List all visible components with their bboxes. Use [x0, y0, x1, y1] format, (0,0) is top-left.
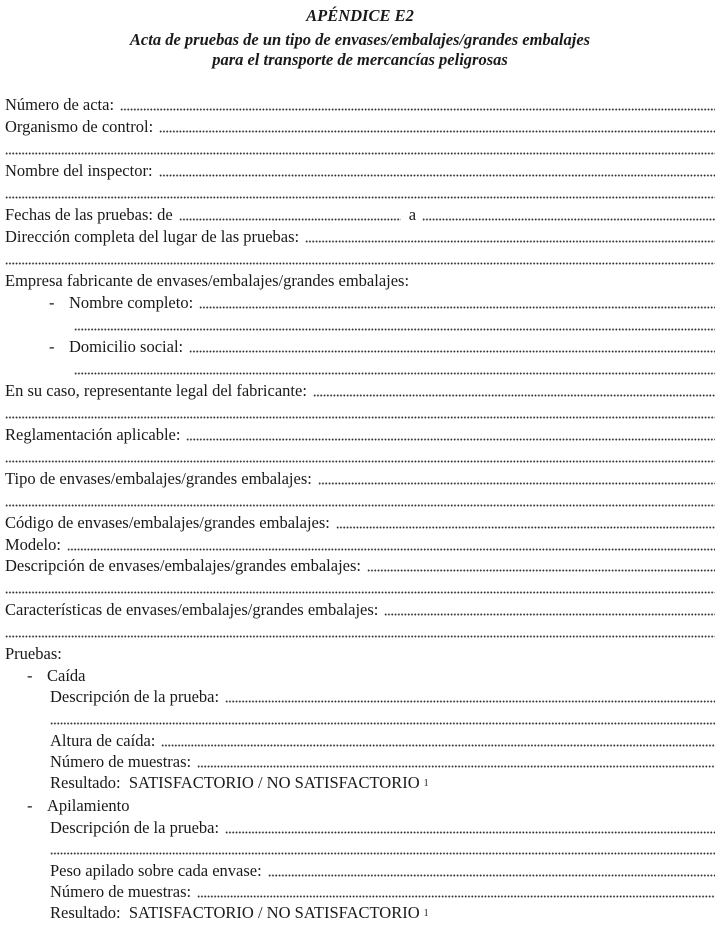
caida-descripcion-row	[50, 686, 715, 708]
reglamentacion-continuation-row	[5, 446, 715, 468]
codigo-field[interactable]	[336, 525, 715, 529]
apilamiento-muestras-label: Número de muestras:	[50, 882, 192, 901]
domicilio-row	[49, 336, 715, 358]
caracteristicas-label: Características de envases/embalajes/grandes embalajes:	[5, 600, 379, 619]
dash-marker: -	[27, 796, 33, 815]
descripcion-row	[5, 555, 715, 577]
numero-acta-label: Número de acta:	[5, 95, 115, 114]
apilamiento-muestras-row	[50, 881, 715, 903]
numero-acta-field[interactable]	[120, 107, 715, 111]
codigo-label: Código de envases/embalajes/grandes embalajes:	[5, 513, 330, 532]
apilamiento-peso-row	[50, 860, 715, 882]
fecha-hasta-field[interactable]	[422, 217, 715, 221]
caida-descripcion-field[interactable]	[225, 699, 715, 703]
caracteristicas-row	[5, 599, 715, 621]
reglamentacion-field[interactable]	[186, 437, 715, 441]
nombre-completo-continuation-row	[74, 314, 715, 336]
caida-altura-label: Altura de caída:	[50, 731, 156, 750]
inspector-label: Nombre del inspector:	[5, 161, 153, 180]
direccion-continuation-row	[5, 248, 715, 270]
modelo-field[interactable]	[67, 547, 715, 551]
codigo-row	[5, 512, 715, 534]
apilamiento-descripcion-row	[50, 817, 715, 839]
tipo-field-line-2[interactable]	[5, 503, 715, 507]
domicilio-field-line-2[interactable]	[74, 371, 715, 375]
direccion-field-line-2[interactable]	[5, 261, 715, 265]
descripcion-label: Descripción de envases/embalajes/grandes embalajes:	[5, 556, 361, 575]
inspector-continuation-row	[5, 182, 715, 204]
direccion-field[interactable]	[305, 239, 715, 243]
dash-marker: -	[49, 293, 55, 312]
apilamiento-row	[27, 795, 715, 817]
inspector-field-line-2[interactable]	[5, 195, 715, 199]
dash-marker: -	[27, 666, 33, 685]
representante-row	[5, 380, 715, 402]
fechas-label: Fechas de las pruebas: de	[5, 205, 173, 224]
representante-continuation-row	[5, 402, 715, 424]
apilamiento-title: Apilamiento	[47, 796, 130, 815]
direccion-row	[5, 226, 715, 248]
apilamiento-descripcion-field-line-2[interactable]	[50, 851, 715, 855]
nombre-completo-row	[49, 292, 715, 314]
caida-muestras-row	[50, 751, 715, 773]
caida-descripcion-field-line-2[interactable]	[50, 721, 715, 725]
pruebas-row	[5, 643, 715, 665]
organismo-field[interactable]	[159, 129, 715, 133]
numero-acta-row	[5, 94, 715, 116]
organismo-continuation-row	[5, 138, 715, 160]
caida-muestras-field[interactable]	[197, 764, 715, 768]
inspector-row	[5, 160, 715, 182]
document-subtitle-line-2: para el transporte de mercancías peligrosas	[212, 50, 508, 69]
apilamiento-peso-field[interactable]	[268, 873, 715, 877]
reglamentacion-row	[5, 424, 715, 446]
apilamiento-resultado-label[interactable]: Resultado: SATISFACTORIO / NO SATISFACTORIO	[50, 903, 420, 922]
appendix-title: APÉNDICE E2	[306, 6, 414, 25]
nombre-completo-field[interactable]	[199, 305, 715, 309]
organismo-row	[5, 116, 715, 138]
apilamiento-peso-label: Peso apilado sobre cada envase:	[50, 861, 262, 880]
document-subtitle-line-1: Acta de pruebas de un tipo de envases/embalajes/grandes embalajes	[129, 30, 591, 49]
dash-marker: -	[49, 337, 55, 356]
apilamiento-descripcion-continuation-row	[50, 838, 715, 860]
caracteristicas-field-line-2[interactable]	[5, 634, 715, 638]
representante-field[interactable]	[313, 393, 715, 397]
caida-title: Caída	[47, 666, 86, 685]
descripcion-field-line-2[interactable]	[5, 590, 715, 594]
caida-row	[27, 665, 715, 687]
caida-altura-field[interactable]	[161, 743, 715, 747]
apilamiento-descripcion-field[interactable]	[225, 830, 715, 834]
nombre-completo-label: Nombre completo:	[69, 293, 194, 312]
pruebas-label: Pruebas:	[5, 644, 62, 663]
modelo-label: Modelo:	[5, 535, 61, 554]
representante-label: En su caso, representante legal del fabricante:	[5, 381, 307, 400]
caida-resultado-row: Resultado: SATISFACTORIO / NO SATISFACTORIO $^1$	[50, 773, 429, 792]
apilamiento-resultado-row: Resultado: SATISFACTORIO / NO SATISFACTORIO $^1$	[50, 903, 429, 922]
tipo-row	[5, 468, 715, 490]
reglamentacion-label: Reglamentación aplicable:	[5, 425, 181, 444]
direccion-label: Dirección completa del lugar de las pruebas:	[5, 227, 300, 246]
nombre-completo-field-line-2[interactable]	[74, 327, 715, 331]
domicilio-label: Domicilio social:	[69, 337, 184, 356]
organismo-field-line-2[interactable]	[5, 151, 715, 155]
apilamiento-descripcion-label: Descripción de la prueba:	[50, 818, 220, 837]
domicilio-field[interactable]	[189, 349, 715, 353]
caida-altura-row	[50, 730, 715, 752]
apilamiento-muestras-field[interactable]	[197, 894, 715, 898]
empresa-row	[5, 270, 715, 292]
caida-descripcion-continuation-row	[50, 708, 715, 730]
domicilio-continuation-row	[74, 358, 715, 380]
caracteristicas-continuation-row	[5, 621, 715, 643]
descripcion-continuation-row	[5, 577, 715, 599]
caracteristicas-field[interactable]	[384, 612, 715, 616]
fechas-row	[5, 204, 715, 226]
tipo-continuation-row	[5, 490, 715, 512]
caida-descripcion-label: Descripción de la prueba:	[50, 687, 220, 706]
tipo-field[interactable]	[318, 481, 715, 485]
inspector-field[interactable]	[159, 173, 715, 177]
caida-resultado-label[interactable]: Resultado: SATISFACTORIO / NO SATISFACTORIO	[50, 773, 420, 792]
descripcion-field[interactable]	[367, 568, 715, 572]
modelo-row	[5, 534, 715, 556]
fechas-separator: a	[408, 205, 417, 224]
reglamentacion-field-line-2[interactable]	[5, 459, 715, 463]
tipo-label: Tipo de envases/embalajes/grandes embalajes:	[5, 469, 312, 488]
fecha-desde-field[interactable]	[179, 217, 401, 221]
organismo-label: Organismo de control:	[5, 117, 154, 136]
caida-muestras-label: Número de muestras:	[50, 752, 192, 771]
representante-field-line-2[interactable]	[5, 415, 715, 419]
empresa-label: Empresa fabricante de envases/embalajes/grandes embalajes:	[5, 271, 410, 290]
